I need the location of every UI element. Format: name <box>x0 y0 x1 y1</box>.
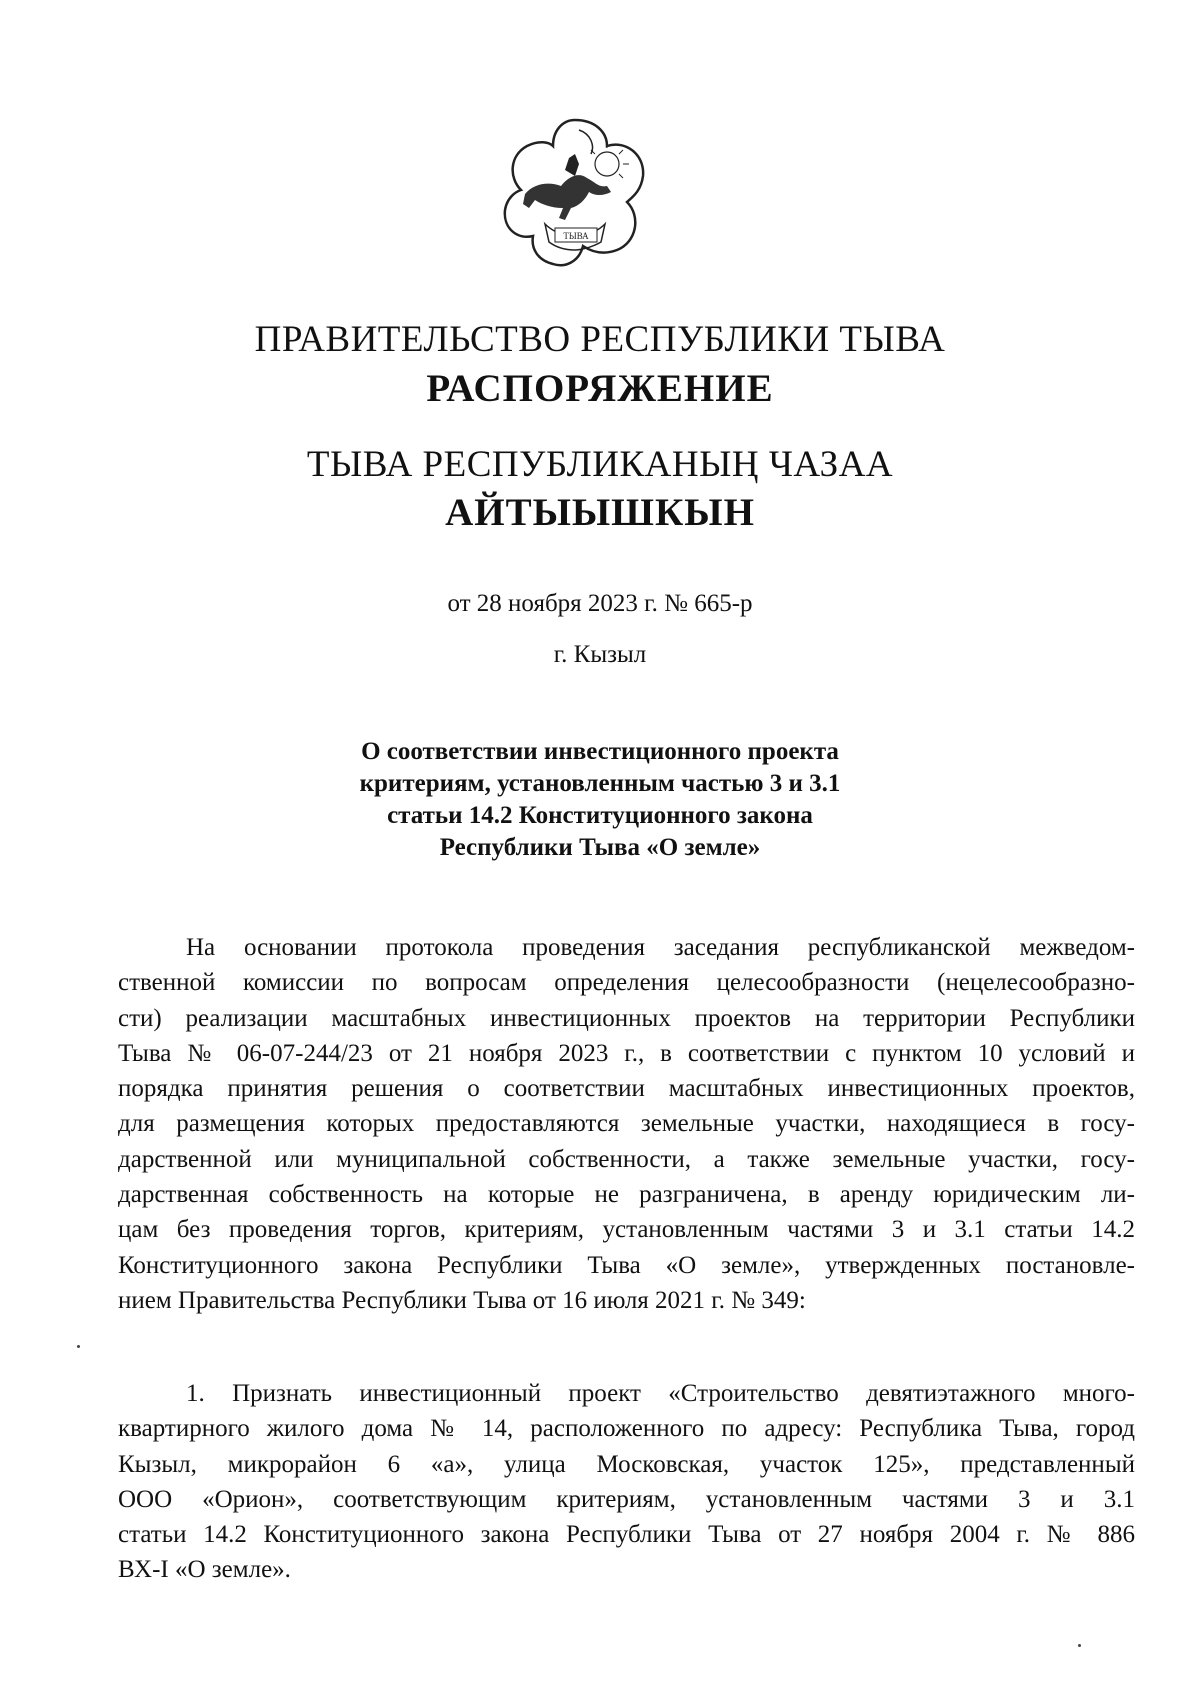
svg-text:ТЫВА: ТЫВА <box>563 231 589 241</box>
text-line: порядка принятия решения о соответствии масштабных инвестиционных проектов, <box>118 1075 1135 1103</box>
text-line: для размещения которых предоставляются земельные участки, находящиеся в госу- <box>118 1110 1135 1138</box>
text-line: сти) реализации масштабных инвестиционных проектов на территории Республики <box>118 1004 1135 1032</box>
subject-line: Республики Тыва «О земле» <box>439 834 761 861</box>
emblem-icon <box>495 112 655 272</box>
subject-line: статьи 14.2 Конституционного закона <box>387 802 813 829</box>
government-title-ru: ПРАВИТЕЛЬСТВО РЕСПУБЛИКИ ТЫВА <box>254 319 946 360</box>
scan-speck <box>77 1345 80 1348</box>
text-line: 1. Признать инвестиционный проект «Строительство девятиэтажного много- <box>186 1380 1135 1407</box>
document-type-ru: РАСПОРЯЖЕНИЕ <box>426 367 774 410</box>
text-line: ООО «Орион», соответствующим критериям, установленным частями 3 и 3.1 <box>118 1485 1135 1513</box>
text-line: квартирного жилого дома № 14, расположенного по адресу: Республика Тыва, город <box>118 1415 1135 1443</box>
subject-line: критериям, установленным частью 3 и 3.1 <box>359 770 841 797</box>
republic-emblem <box>495 112 655 272</box>
clause-1-paragraph <box>118 1376 1135 1588</box>
government-title-tyv: ТЫВА РЕСПУБЛИКАНЫҢ ЧАЗАА <box>306 444 894 485</box>
document-subject <box>300 736 900 864</box>
text-line: нием Правительства Республики Тыва от 16 июля 2021 г. № 349: <box>118 1286 806 1314</box>
subject-line: О соответствии инвестиционного проекта <box>361 738 839 765</box>
text-line: ВХ-I «О земле». <box>118 1556 291 1584</box>
document-date-number: от 28 ноября 2023 г. № 665-р <box>447 590 753 617</box>
text-line: Конституционного закона Республики Тыва «О земле», утвержденных постановле- <box>118 1251 1135 1279</box>
text-line: цам без проведения торгов, критериям, установленным частями 3 и 3.1 статьи 14.2 <box>118 1216 1135 1244</box>
text-line: дарственная собственность на которые не разграничена, в аренду юридическим ли- <box>118 1181 1135 1209</box>
text-line: На основании протокола проведения заседания республиканской межведом- <box>186 934 1135 961</box>
text-line: дарственной или муниципальной собственности, а также земельные участки, госу- <box>118 1145 1135 1173</box>
document-type-tyv: АЙТЫЫШКЫН <box>445 491 755 534</box>
text-line: Тыва № 06-07-244/23 от 21 ноября 2023 г., в соответствии с пунктом 10 условий и <box>118 1039 1135 1067</box>
document-place: г. Кызыл <box>553 641 647 668</box>
text-line: Кызыл, микрорайон 6 «а», улица Московская, участок 125», представленный <box>118 1450 1135 1478</box>
preamble-paragraph <box>118 930 1135 1318</box>
text-line: статьи 14.2 Конституционного закона Республики Тыва от 27 ноября 2004 г. № 886 <box>118 1521 1135 1549</box>
text-line: ственной комиссии по вопросам определения целесообразности (нецелесообразно- <box>118 969 1135 997</box>
scan-speck <box>1078 1644 1081 1647</box>
